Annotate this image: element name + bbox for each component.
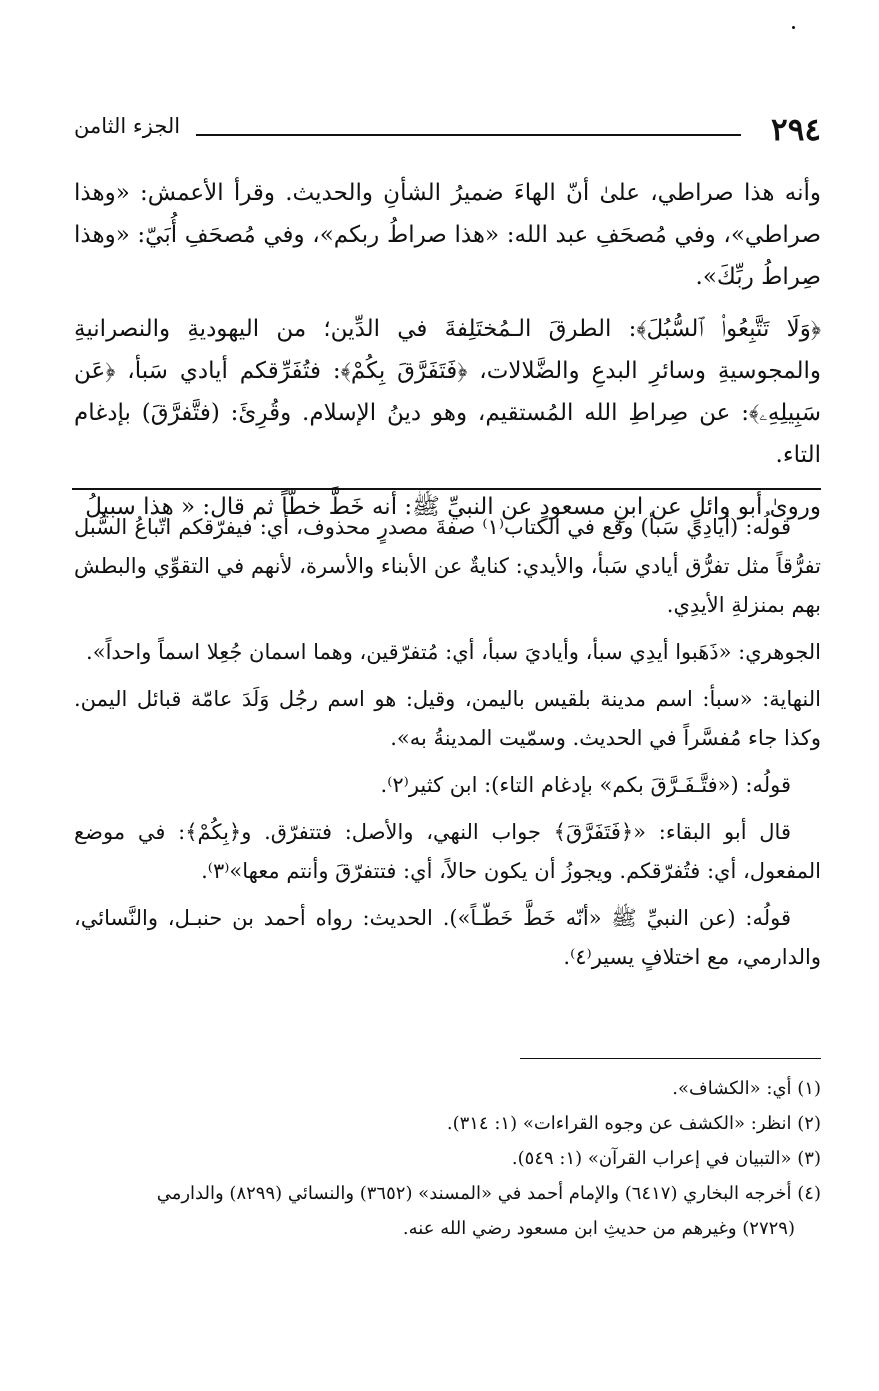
running-head: الجزء الثامن <box>74 114 181 138</box>
print-speck <box>792 26 795 29</box>
footnote: (١) أي: «الكشاف». <box>672 1078 821 1099</box>
section-divider <box>72 488 821 490</box>
footnote: (٣) «التبيان في إعراب القرآن» (١: ٥٤٩). <box>511 1148 821 1169</box>
commentary-paragraph: قولُه: (أيادِي سَبأ) وقع في الكتاب⁽١⁾ صفةَ مصدرٍ محذوف، أي: فيفرّقكم اتّباعُ السُّبل تفرُّقاً مثل تفرُّق أيادي سَبأ، والأيدي: كنايةٌ عن الأبناء والأسرة، لأنهم في التقوِّي والبطش بهم بمنزلةِ الأيدِي. <box>74 515 821 617</box>
commentary-paragraph: قولُه: (عن النبيِّ ﷺ «أنّه خَطَّ خَطّـاً»). الحديث: رواه أحمد بن حنبـل، والنَّسائي، والدارمي، مع اختلافٍ يسير⁽٤⁾. <box>74 906 821 969</box>
commentary-paragraph: قال أبو البقاء: «﴿فَتَفَرَّقَ﴾ جواب النهي، والأصل: فتتفرّق. و﴿بِكُمْ﴾: في موضع المفعول، أي: فتُفرّقكم. ويجوزُ أن يكون حالاً، أي: فتتفرّقَ وأنتم معها»⁽٣⁾. <box>74 820 821 883</box>
main-paragraph: وروىٰ أبو وائلٍ عن ابنِ مسعودٍ عن النبيِّ ﷺ: أنه خَطَّ خطّاً ثم قال: « هذا سبيلُ <box>85 494 821 520</box>
header-rule <box>196 134 741 136</box>
main-text <box>74 172 821 538</box>
footnote-rule <box>520 1058 821 1059</box>
main-paragraph: وأنه هذا صراطي، علىٰ أنّ الهاءَ ضميرُ الشأنِ والحديث. وقرأ الأعمش: «وهذا صراطي»، وفي مُصحَفِ عبد الله: «هذا صراطُ ربكم»، وفي مُصحَفِ أُبَيّ: «وهذا صِراطُ ربِّكَ». <box>74 180 821 290</box>
footnote: (٢) انظر: «الكشف عن وجوه القراءات» (١: ٣١٤). <box>446 1113 821 1134</box>
footnote-continuation: (٢٧٢٩) وغيرهم من حديثِ ابن مسعود رضي الله عنه. <box>402 1218 795 1239</box>
main-paragraph: ﴿وَلَا تَتَّبِعُوا۟ ٱلسُّبُلَ﴾: الطرقَ الـمُختَلِفةَ في الدِّين؛ من اليهوديةِ والنصرانيةِ والمجوسيةِ وسائرِ البدعِ والضَّلالات، ﴿فَتَفَرَّقَ بِكُمْ﴾: فتُفَرِّقكم أيادي سَبأ، ﴿عَن سَبِيلِهِۦ﴾: عن صِراطِ الله المُستقيم، وهو دينُ الإسلام. وقُرِئَ: (فتَّفرَّقَ) بإدغام التاء. <box>74 316 821 468</box>
page-number: ٢٩٤ <box>771 112 821 148</box>
commentary-paragraph: قولُه: («فتَّـفَـرَّقَ بكم» بإدغام التاء): ابن كثير⁽٢⁾. <box>380 773 791 797</box>
commentary <box>74 508 821 985</box>
page-header <box>74 110 821 160</box>
commentary-paragraph: النهاية: «سبأ: اسم مدينة بلقيس باليمن، وقيل: هو اسم رجُل وَلَدَ عامّة قبائل اليمن. وكذا جاء مُفسَّراً في الحديث. وسمّيت المدينةُ به». <box>74 687 821 750</box>
footnote: (٤) أخرجه البخاري (٦٤١٧) والإمام أحمد في «المسند» (٣٦٥٢) والنسائي (٨٢٩٩) والدارمي <box>156 1183 821 1204</box>
commentary-paragraph: الجوهري: «ذَهَبوا أيدِي سبأ، وأياديَ سبأ، أي: مُتفرّقين، وهما اسمان جُعِلا اسماً واحداً». <box>86 640 821 664</box>
footnotes <box>74 1072 821 1247</box>
